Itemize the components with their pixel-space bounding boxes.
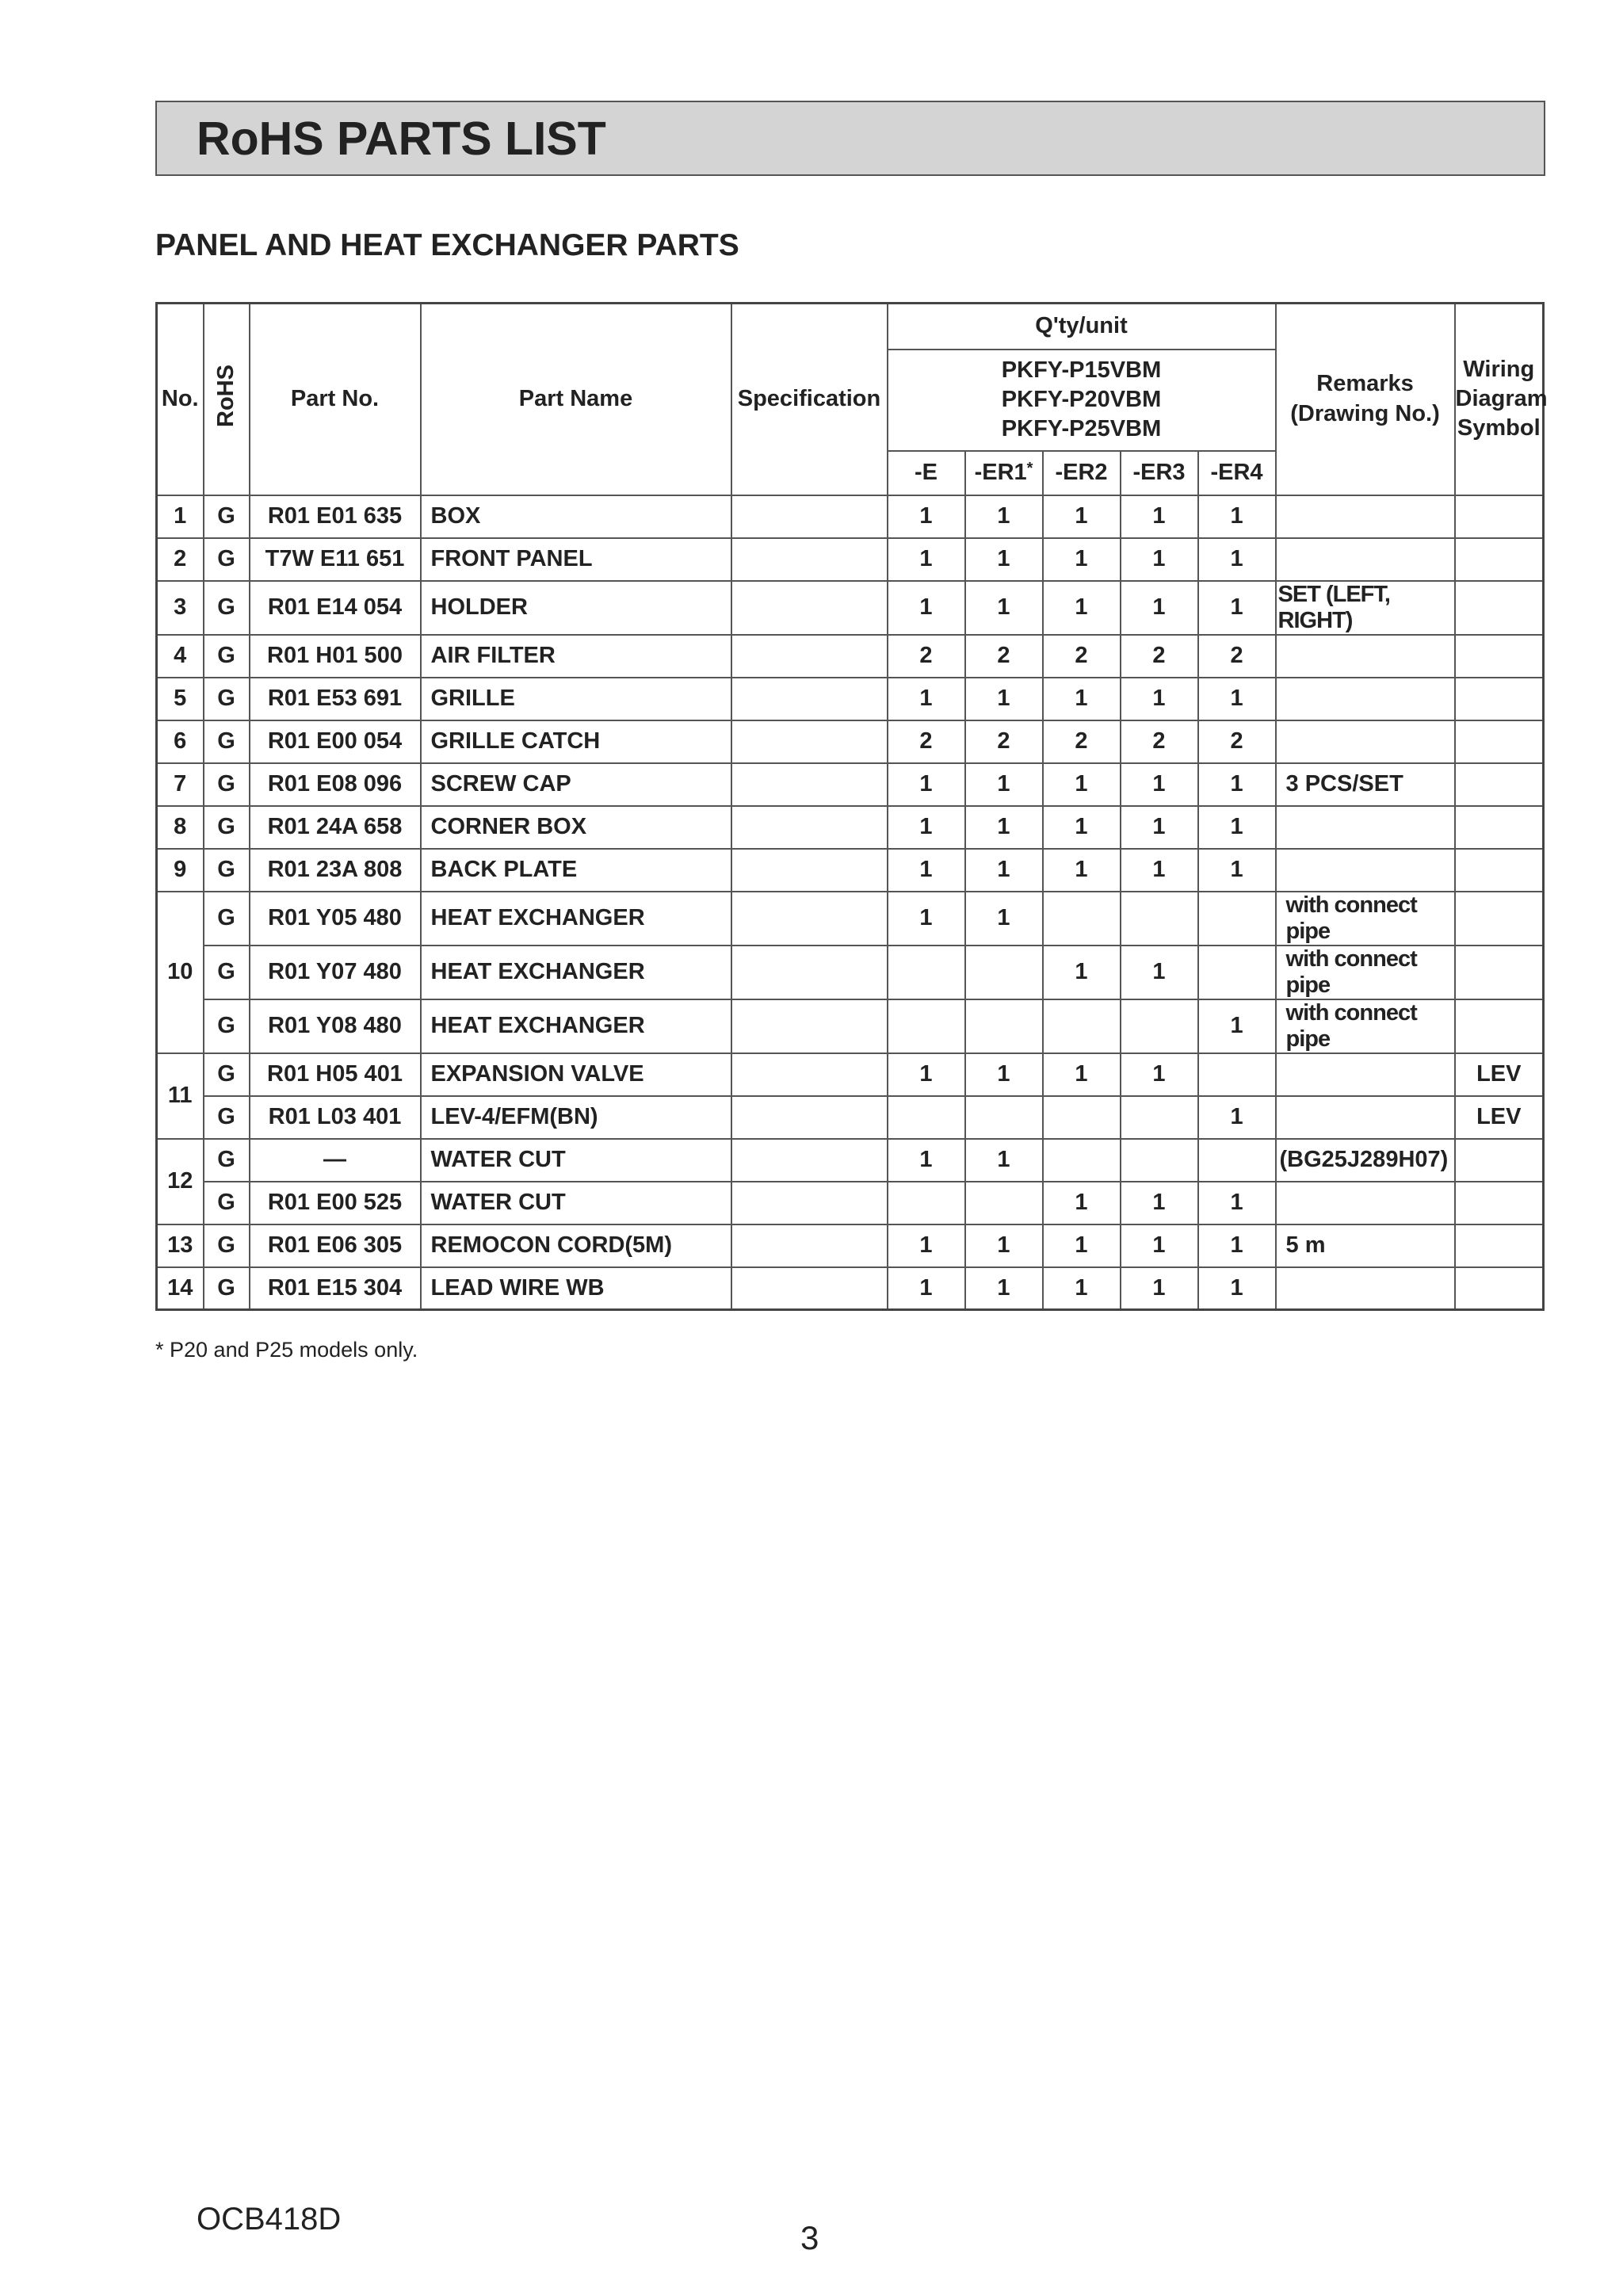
cell-qty-e: 1 bbox=[888, 849, 965, 892]
cell-qty-er1: 1 bbox=[965, 1267, 1043, 1310]
table-row bbox=[157, 849, 1544, 892]
cell-part-name: WATER CUT bbox=[421, 1182, 731, 1224]
table-body bbox=[157, 495, 1544, 1310]
cell-part-no: R01 Y07 480 bbox=[250, 946, 421, 999]
cell-no: 6 bbox=[157, 720, 204, 763]
cell-qty-e bbox=[888, 999, 965, 1053]
cell-spec bbox=[731, 635, 888, 678]
cell-qty-er2: 1 bbox=[1043, 1224, 1121, 1267]
cell-qty-er4: 1 bbox=[1198, 1267, 1276, 1310]
page-title-box bbox=[155, 101, 1545, 176]
cell-spec bbox=[731, 678, 888, 720]
document-code: OCB418D bbox=[197, 2202, 342, 2237]
cell-qty-er2: 1 bbox=[1043, 806, 1121, 849]
cell-no: 9 bbox=[157, 849, 204, 892]
table-row bbox=[157, 678, 1544, 720]
table-row bbox=[157, 946, 1544, 999]
cell-qty-e: 2 bbox=[888, 635, 965, 678]
cell-part-name: LEAD WIRE WB bbox=[421, 1267, 731, 1310]
cell-qty-e: 1 bbox=[888, 1053, 965, 1096]
cell-spec bbox=[731, 946, 888, 999]
cell-qty-er1: 1 bbox=[965, 892, 1043, 946]
cell-qty-er1 bbox=[965, 999, 1043, 1053]
cell-spec bbox=[731, 849, 888, 892]
cell-no: 3 bbox=[157, 581, 204, 635]
cell-qty-e bbox=[888, 946, 965, 999]
cell-wiring bbox=[1455, 678, 1544, 720]
header-wiring: Wiring Diagram Symbol bbox=[1455, 304, 1544, 495]
cell-spec bbox=[731, 720, 888, 763]
cell-no: 14 bbox=[157, 1267, 204, 1310]
cell-part-name: GRILLE CATCH bbox=[421, 720, 731, 763]
cell-rohs: G bbox=[204, 1053, 250, 1096]
header-variant-er2: -ER2 bbox=[1043, 451, 1121, 495]
cell-qty-er4 bbox=[1198, 946, 1276, 999]
cell-spec bbox=[731, 1267, 888, 1310]
cell-rohs: G bbox=[204, 720, 250, 763]
cell-no: 1 bbox=[157, 495, 204, 538]
header-no: No. bbox=[157, 304, 204, 495]
cell-qty-e: 2 bbox=[888, 720, 965, 763]
cell-part-no: R01 E01 635 bbox=[250, 495, 421, 538]
cell-rohs: G bbox=[204, 849, 250, 892]
cell-qty-er2 bbox=[1043, 892, 1121, 946]
cell-spec bbox=[731, 495, 888, 538]
cell-rohs: G bbox=[204, 635, 250, 678]
cell-wiring bbox=[1455, 581, 1544, 635]
cell-rohs: G bbox=[204, 806, 250, 849]
cell-qty-er4: 1 bbox=[1198, 806, 1276, 849]
table-row bbox=[157, 1224, 1544, 1267]
table-row bbox=[157, 806, 1544, 849]
cell-part-no: R01 L03 401 bbox=[250, 1096, 421, 1139]
header-specification: Specification bbox=[731, 304, 888, 495]
table-header bbox=[157, 304, 1548, 495]
cell-part-name: BACK PLATE bbox=[421, 849, 731, 892]
header-variant-er3: -ER3 bbox=[1121, 451, 1198, 495]
cell-wiring: LEV bbox=[1455, 1096, 1544, 1139]
cell-qty-e: 1 bbox=[888, 1139, 965, 1182]
cell-rohs: G bbox=[204, 763, 250, 806]
cell-qty-er4: 1 bbox=[1198, 999, 1276, 1053]
cell-part-no: R01 E53 691 bbox=[250, 678, 421, 720]
cell-qty-er3: 1 bbox=[1121, 495, 1198, 538]
cell-qty-er4 bbox=[1198, 1053, 1276, 1096]
cell-spec bbox=[731, 581, 888, 635]
cell-spec bbox=[731, 1139, 888, 1182]
cell-qty-er4: 1 bbox=[1198, 678, 1276, 720]
header-part-no: Part No. bbox=[250, 304, 421, 495]
cell-wiring bbox=[1455, 720, 1544, 763]
cell-qty-er2: 1 bbox=[1043, 946, 1121, 999]
cell-spec bbox=[731, 1053, 888, 1096]
cell-qty-e: 1 bbox=[888, 495, 965, 538]
cell-qty-er1 bbox=[965, 1182, 1043, 1224]
cell-part-no: — bbox=[250, 1139, 421, 1182]
cell-qty-er2: 1 bbox=[1043, 581, 1121, 635]
cell-qty-er3: 2 bbox=[1121, 635, 1198, 678]
section-title: PANEL AND HEAT EXCHANGER PARTS bbox=[155, 228, 739, 262]
cell-rohs: G bbox=[204, 581, 250, 635]
cell-remarks: (BG25J289H07) bbox=[1276, 1139, 1455, 1182]
header-variant-er4: -ER4 bbox=[1198, 451, 1276, 495]
header-rohs: RoHS bbox=[204, 304, 250, 495]
cell-qty-er2: 1 bbox=[1043, 495, 1121, 538]
cell-wiring bbox=[1455, 635, 1544, 678]
cell-wiring bbox=[1455, 849, 1544, 892]
cell-rohs: G bbox=[204, 678, 250, 720]
cell-wiring bbox=[1455, 538, 1544, 581]
cell-part-name: LEV-4/EFM(BN) bbox=[421, 1096, 731, 1139]
cell-remarks bbox=[1276, 720, 1455, 763]
cell-part-no: R01 Y08 480 bbox=[250, 999, 421, 1053]
cell-part-name: HEAT EXCHANGER bbox=[421, 999, 731, 1053]
cell-qty-er1: 1 bbox=[965, 678, 1043, 720]
cell-wiring bbox=[1455, 763, 1544, 806]
cell-qty-er4: 1 bbox=[1198, 849, 1276, 892]
table-row bbox=[157, 635, 1544, 678]
cell-qty-er4: 1 bbox=[1198, 1224, 1276, 1267]
cell-no: 8 bbox=[157, 806, 204, 849]
cell-no: 13 bbox=[157, 1224, 204, 1267]
cell-qty-er3: 1 bbox=[1121, 538, 1198, 581]
cell-part-no: R01 E08 096 bbox=[250, 763, 421, 806]
cell-part-no: R01 23A 808 bbox=[250, 849, 421, 892]
cell-qty-er1: 1 bbox=[965, 1139, 1043, 1182]
cell-wiring bbox=[1455, 495, 1544, 538]
cell-qty-er4: 1 bbox=[1198, 538, 1276, 581]
cell-qty-er2: 2 bbox=[1043, 720, 1121, 763]
cell-qty-er2: 1 bbox=[1043, 1182, 1121, 1224]
cell-remarks bbox=[1276, 1182, 1455, 1224]
cell-spec bbox=[731, 892, 888, 946]
cell-wiring bbox=[1455, 1139, 1544, 1182]
cell-wiring bbox=[1455, 806, 1544, 849]
cell-no: 2 bbox=[157, 538, 204, 581]
cell-qty-er3 bbox=[1121, 999, 1198, 1053]
cell-spec bbox=[731, 538, 888, 581]
cell-qty-er4: 1 bbox=[1198, 763, 1276, 806]
cell-qty-er4: 2 bbox=[1198, 720, 1276, 763]
cell-qty-er4 bbox=[1198, 1139, 1276, 1182]
cell-qty-e: 1 bbox=[888, 1267, 965, 1310]
header-variant-e: -E bbox=[888, 451, 965, 495]
cell-qty-er3: 1 bbox=[1121, 1053, 1198, 1096]
cell-qty-er3: 1 bbox=[1121, 1182, 1198, 1224]
table-row bbox=[157, 999, 1544, 1053]
cell-spec bbox=[731, 1096, 888, 1139]
cell-remarks bbox=[1276, 635, 1455, 678]
cell-wiring bbox=[1455, 1224, 1544, 1267]
cell-part-name: REMOCON CORD(5M) bbox=[421, 1224, 731, 1267]
table-row bbox=[157, 1053, 1544, 1096]
cell-spec bbox=[731, 806, 888, 849]
table-row bbox=[157, 1182, 1544, 1224]
cell-qty-er4: 2 bbox=[1198, 635, 1276, 678]
cell-part-no: R01 E06 305 bbox=[250, 1224, 421, 1267]
cell-qty-e: 1 bbox=[888, 1224, 965, 1267]
cell-wiring bbox=[1455, 1182, 1544, 1224]
cell-qty-er3 bbox=[1121, 1139, 1198, 1182]
cell-qty-er1: 1 bbox=[965, 495, 1043, 538]
cell-part-no: T7W E11 651 bbox=[250, 538, 421, 581]
cell-qty-er3: 1 bbox=[1121, 678, 1198, 720]
cell-part-no: R01 E14 054 bbox=[250, 581, 421, 635]
cell-qty-er2 bbox=[1043, 1139, 1121, 1182]
footnote: * P20 and P25 models only. bbox=[155, 1338, 418, 1362]
cell-no: 10 bbox=[157, 892, 204, 1053]
cell-part-name: GRILLE bbox=[421, 678, 731, 720]
cell-part-name: HEAT EXCHANGER bbox=[421, 946, 731, 999]
cell-qty-e: 1 bbox=[888, 806, 965, 849]
table-row bbox=[157, 1096, 1544, 1139]
cell-qty-er4 bbox=[1198, 892, 1276, 946]
cell-spec bbox=[731, 1182, 888, 1224]
cell-no: 7 bbox=[157, 763, 204, 806]
cell-remarks: 3 PCS/SET bbox=[1276, 763, 1455, 806]
cell-remarks: with connect pipe bbox=[1276, 946, 1455, 999]
cell-qty-er2: 1 bbox=[1043, 678, 1121, 720]
cell-qty-e bbox=[888, 1096, 965, 1139]
cell-qty-er1: 1 bbox=[965, 1224, 1043, 1267]
cell-qty-er1 bbox=[965, 946, 1043, 999]
cell-qty-er1: 1 bbox=[965, 538, 1043, 581]
cell-remarks bbox=[1276, 1053, 1455, 1096]
cell-qty-er4: 1 bbox=[1198, 1182, 1276, 1224]
cell-part-name: FRONT PANEL bbox=[421, 538, 731, 581]
cell-qty-er1: 1 bbox=[965, 763, 1043, 806]
cell-qty-er1: 2 bbox=[965, 720, 1043, 763]
cell-part-name: HOLDER bbox=[421, 581, 731, 635]
cell-qty-er2: 1 bbox=[1043, 538, 1121, 581]
cell-rohs: G bbox=[204, 1182, 250, 1224]
header-variant-er1: -ER1* bbox=[965, 451, 1043, 495]
cell-no: 5 bbox=[157, 678, 204, 720]
cell-qty-er4: 1 bbox=[1198, 581, 1276, 635]
cell-part-name: CORNER BOX bbox=[421, 806, 731, 849]
cell-qty-er3 bbox=[1121, 1096, 1198, 1139]
cell-spec bbox=[731, 1224, 888, 1267]
cell-rohs: G bbox=[204, 892, 250, 946]
cell-spec bbox=[731, 763, 888, 806]
cell-qty-er1 bbox=[965, 1096, 1043, 1139]
cell-qty-er3: 1 bbox=[1121, 1267, 1198, 1310]
cell-wiring bbox=[1455, 946, 1544, 999]
cell-remarks bbox=[1276, 678, 1455, 720]
cell-qty-er3: 1 bbox=[1121, 806, 1198, 849]
cell-qty-er1: 1 bbox=[965, 581, 1043, 635]
header-models: PKFY-P15VBM PKFY-P20VBM PKFY-P25VBM bbox=[888, 350, 1276, 451]
cell-rohs: G bbox=[204, 946, 250, 999]
cell-qty-e: 1 bbox=[888, 678, 965, 720]
cell-part-no: R01 H01 500 bbox=[250, 635, 421, 678]
header-remarks: Remarks (Drawing No.) bbox=[1276, 304, 1455, 495]
cell-qty-er1: 1 bbox=[965, 849, 1043, 892]
cell-qty-er3: 1 bbox=[1121, 581, 1198, 635]
cell-qty-er2 bbox=[1043, 999, 1121, 1053]
cell-rohs: G bbox=[204, 1267, 250, 1310]
cell-remarks: with connect pipe bbox=[1276, 999, 1455, 1053]
cell-qty-er3: 2 bbox=[1121, 720, 1198, 763]
cell-qty-e: 1 bbox=[888, 892, 965, 946]
page-number: 3 bbox=[800, 2219, 819, 2256]
table-row bbox=[157, 581, 1544, 635]
cell-remarks bbox=[1276, 849, 1455, 892]
cell-part-name: SCREW CAP bbox=[421, 763, 731, 806]
header-qty: Q'ty/unit bbox=[888, 304, 1276, 350]
cell-qty-er2: 1 bbox=[1043, 763, 1121, 806]
cell-qty-er3 bbox=[1121, 892, 1198, 946]
table-row bbox=[157, 495, 1544, 538]
cell-part-name: AIR FILTER bbox=[421, 635, 731, 678]
cell-rohs: G bbox=[204, 999, 250, 1053]
table-row bbox=[157, 1139, 1544, 1182]
table-row bbox=[157, 720, 1544, 763]
cell-qty-er1: 1 bbox=[965, 1053, 1043, 1096]
cell-part-no: R01 E00 054 bbox=[250, 720, 421, 763]
table-row bbox=[157, 538, 1544, 581]
cell-wiring bbox=[1455, 892, 1544, 946]
cell-qty-er4: 1 bbox=[1198, 495, 1276, 538]
cell-remarks: 5 m bbox=[1276, 1224, 1455, 1267]
cell-qty-er1: 2 bbox=[965, 635, 1043, 678]
cell-part-name: BOX bbox=[421, 495, 731, 538]
table-row bbox=[157, 1267, 1544, 1310]
cell-qty-er4: 1 bbox=[1198, 1096, 1276, 1139]
cell-qty-e: 1 bbox=[888, 763, 965, 806]
cell-spec bbox=[731, 999, 888, 1053]
cell-qty-er3: 1 bbox=[1121, 849, 1198, 892]
cell-remarks bbox=[1276, 806, 1455, 849]
cell-part-no: R01 Y05 480 bbox=[250, 892, 421, 946]
cell-rohs: G bbox=[204, 538, 250, 581]
cell-qty-er1: 1 bbox=[965, 806, 1043, 849]
cell-part-no: R01 H05 401 bbox=[250, 1053, 421, 1096]
cell-rohs: G bbox=[204, 1224, 250, 1267]
cell-qty-er2: 1 bbox=[1043, 1053, 1121, 1096]
page-title: RoHS PARTS LIST bbox=[197, 113, 606, 165]
cell-qty-er3: 1 bbox=[1121, 763, 1198, 806]
cell-part-name: EXPANSION VALVE bbox=[421, 1053, 731, 1096]
header-part-name: Part Name bbox=[421, 304, 731, 495]
cell-part-no: R01 E15 304 bbox=[250, 1267, 421, 1310]
cell-remarks bbox=[1276, 1267, 1455, 1310]
cell-part-name: WATER CUT bbox=[421, 1139, 731, 1182]
cell-remarks bbox=[1276, 495, 1455, 538]
cell-part-no: R01 E00 525 bbox=[250, 1182, 421, 1224]
cell-remarks: SET (LEFT, RIGHT) bbox=[1276, 581, 1455, 635]
cell-qty-er2: 1 bbox=[1043, 1267, 1121, 1310]
cell-wiring: LEV bbox=[1455, 1053, 1544, 1096]
table-row bbox=[157, 892, 1544, 946]
cell-qty-e bbox=[888, 1182, 965, 1224]
table-row bbox=[157, 763, 1544, 806]
cell-qty-er2: 1 bbox=[1043, 849, 1121, 892]
cell-remarks bbox=[1276, 1096, 1455, 1139]
cell-rohs: G bbox=[204, 1096, 250, 1139]
cell-no: 4 bbox=[157, 635, 204, 678]
cell-part-no: R01 24A 658 bbox=[250, 806, 421, 849]
cell-rohs: G bbox=[204, 1139, 250, 1182]
cell-rohs: G bbox=[204, 495, 250, 538]
cell-no: 11 bbox=[157, 1053, 204, 1139]
cell-no: 12 bbox=[157, 1139, 204, 1224]
cell-qty-er3: 1 bbox=[1121, 1224, 1198, 1267]
cell-remarks: with connect pipe bbox=[1276, 892, 1455, 946]
cell-wiring bbox=[1455, 1267, 1544, 1310]
cell-qty-e: 1 bbox=[888, 581, 965, 635]
cell-remarks bbox=[1276, 538, 1455, 581]
cell-qty-er2: 2 bbox=[1043, 635, 1121, 678]
cell-qty-er2 bbox=[1043, 1096, 1121, 1139]
cell-qty-er3: 1 bbox=[1121, 946, 1198, 999]
cell-wiring bbox=[1455, 999, 1544, 1053]
parts-table bbox=[155, 302, 1548, 1311]
cell-part-name: HEAT EXCHANGER bbox=[421, 892, 731, 946]
cell-qty-e: 1 bbox=[888, 538, 965, 581]
